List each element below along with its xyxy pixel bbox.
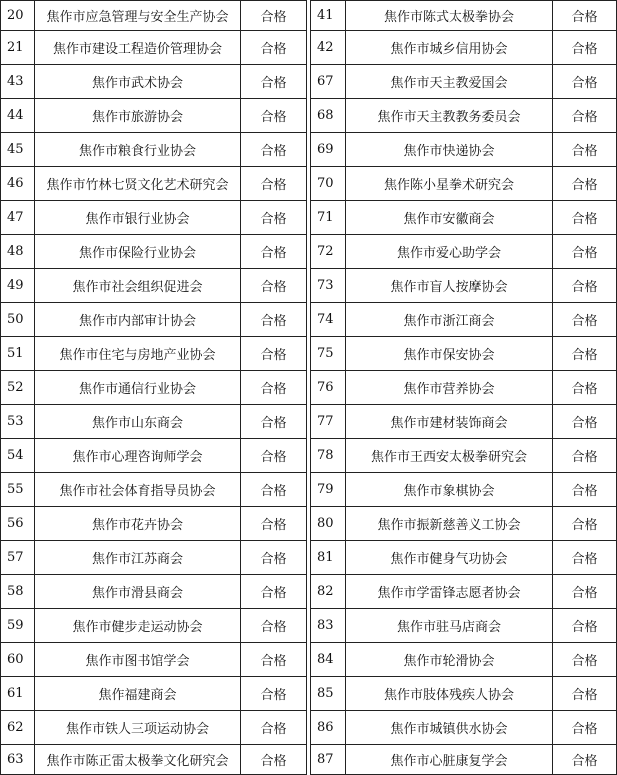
organization-name: 焦作市营养协会 <box>346 371 553 405</box>
organization-name: 焦作市肢体残疾人协会 <box>346 677 553 711</box>
organization-name: 焦作市振新慈善义工协会 <box>346 507 553 541</box>
organization-name: 焦作市城乡信用协会 <box>346 31 553 65</box>
row-number: 87 <box>311 745 346 775</box>
result-cell: 合格 <box>241 371 307 405</box>
result-cell: 合格 <box>553 473 617 507</box>
row-number: 67 <box>311 65 346 99</box>
row-number: 50 <box>1 303 35 337</box>
row-number: 55 <box>1 473 35 507</box>
table-row <box>1 1 617 31</box>
row-number: 42 <box>311 31 346 65</box>
organization-name: 焦作市竹林七贤文化艺术研究会 <box>35 167 241 201</box>
organization-name: 焦作市浙江商会 <box>346 303 553 337</box>
organization-name: 焦作市心理咨询师学会 <box>35 439 241 473</box>
result-cell: 合格 <box>553 371 617 405</box>
result-cell: 合格 <box>241 65 307 99</box>
result-cell: 合格 <box>241 643 307 677</box>
table-row <box>1 405 617 439</box>
table-row <box>1 439 617 473</box>
organization-name: 焦作市图书馆学会 <box>35 643 241 677</box>
result-cell: 合格 <box>241 405 307 439</box>
table-row <box>1 133 617 167</box>
row-number: 57 <box>1 541 35 575</box>
result-cell: 合格 <box>553 31 617 65</box>
result-cell: 合格 <box>553 405 617 439</box>
row-number: 46 <box>1 167 35 201</box>
table-row <box>1 575 617 609</box>
result-cell: 合格 <box>241 337 307 371</box>
row-number: 79 <box>311 473 346 507</box>
organization-name: 焦作市应急管理与安全生产协会 <box>35 1 241 31</box>
result-cell: 合格 <box>241 541 307 575</box>
organization-name: 焦作市轮滑协会 <box>346 643 553 677</box>
row-number: 48 <box>1 235 35 269</box>
result-cell: 合格 <box>553 711 617 745</box>
row-number: 61 <box>1 677 35 711</box>
row-number: 49 <box>1 269 35 303</box>
result-cell: 合格 <box>553 643 617 677</box>
table-body <box>1 1 617 775</box>
organization-name: 焦作市江苏商会 <box>35 541 241 575</box>
row-number: 80 <box>311 507 346 541</box>
organization-name: 焦作市社会体育指导员协会 <box>35 473 241 507</box>
result-cell: 合格 <box>241 507 307 541</box>
table-row <box>1 235 617 269</box>
row-number: 70 <box>311 167 346 201</box>
organization-name: 焦作市天主教教务委员会 <box>346 99 553 133</box>
organization-name: 焦作市学雷锋志愿者协会 <box>346 575 553 609</box>
organization-name: 焦作市安徽商会 <box>346 201 553 235</box>
organization-name: 焦作市象棋协会 <box>346 473 553 507</box>
organization-name: 焦作市粮食行业协会 <box>35 133 241 167</box>
result-cell: 合格 <box>241 201 307 235</box>
row-number: 62 <box>1 711 35 745</box>
row-number: 83 <box>311 609 346 643</box>
row-number: 41 <box>311 1 346 31</box>
row-number: 47 <box>1 201 35 235</box>
table-row <box>1 609 617 643</box>
row-number: 60 <box>1 643 35 677</box>
result-cell: 合格 <box>553 269 617 303</box>
result-cell: 合格 <box>553 167 617 201</box>
result-cell: 合格 <box>553 303 617 337</box>
row-number: 21 <box>1 31 35 65</box>
organization-name: 焦作市山东商会 <box>35 405 241 439</box>
result-cell: 合格 <box>553 541 617 575</box>
organization-name: 焦作市建材装饰商会 <box>346 405 553 439</box>
row-number: 58 <box>1 575 35 609</box>
row-number: 44 <box>1 99 35 133</box>
result-cell: 合格 <box>553 745 617 775</box>
result-cell: 合格 <box>241 745 307 775</box>
table-row <box>1 337 617 371</box>
row-number: 78 <box>311 439 346 473</box>
result-cell: 合格 <box>241 609 307 643</box>
result-cell: 合格 <box>553 133 617 167</box>
result-cell: 合格 <box>241 269 307 303</box>
row-number: 85 <box>311 677 346 711</box>
organization-name: 焦作市通信行业协会 <box>35 371 241 405</box>
organization-name: 焦作市旅游协会 <box>35 99 241 133</box>
result-cell: 合格 <box>241 303 307 337</box>
row-number: 51 <box>1 337 35 371</box>
organization-name: 焦作市内部审计协会 <box>35 303 241 337</box>
table-row <box>1 473 617 507</box>
organization-name: 焦作市银行业协会 <box>35 201 241 235</box>
row-number: 68 <box>311 99 346 133</box>
result-cell: 合格 <box>241 167 307 201</box>
table-row <box>1 303 617 337</box>
table-row <box>1 643 617 677</box>
row-number: 72 <box>311 235 346 269</box>
organization-name: 焦作市心脏康复学会 <box>346 745 553 775</box>
organization-name: 焦作市滑县商会 <box>35 575 241 609</box>
result-cell: 合格 <box>553 201 617 235</box>
organization-name: 焦作市盲人按摩协会 <box>346 269 553 303</box>
result-cell: 合格 <box>553 575 617 609</box>
organization-name: 焦作市花卉协会 <box>35 507 241 541</box>
row-number: 81 <box>311 541 346 575</box>
table-row <box>1 677 617 711</box>
organization-name: 焦作陈小星拳术研究会 <box>346 167 553 201</box>
result-cell: 合格 <box>553 507 617 541</box>
result-cell: 合格 <box>241 31 307 65</box>
table-row <box>1 541 617 575</box>
result-cell: 合格 <box>241 711 307 745</box>
organization-name: 焦作市陈正雷太极拳文化研究会 <box>35 745 241 775</box>
row-number: 52 <box>1 371 35 405</box>
result-cell: 合格 <box>553 65 617 99</box>
organization-name: 焦作市住宅与房地产业协会 <box>35 337 241 371</box>
table-row <box>1 99 617 133</box>
organization-name: 焦作市陈式太极拳协会 <box>346 1 553 31</box>
organization-name: 焦作市保险行业协会 <box>35 235 241 269</box>
organization-name: 焦作市建设工程造价管理协会 <box>35 31 241 65</box>
row-number: 56 <box>1 507 35 541</box>
table-row <box>1 201 617 235</box>
row-number: 84 <box>311 643 346 677</box>
row-number: 69 <box>311 133 346 167</box>
result-cell: 合格 <box>241 133 307 167</box>
row-number: 54 <box>1 439 35 473</box>
row-number: 63 <box>1 745 35 775</box>
organization-name: 焦作市快递协会 <box>346 133 553 167</box>
organization-name: 焦作市王西安太极拳研究会 <box>346 439 553 473</box>
row-number: 59 <box>1 609 35 643</box>
organization-name: 焦作市社会组织促进会 <box>35 269 241 303</box>
row-number: 76 <box>311 371 346 405</box>
row-number: 45 <box>1 133 35 167</box>
row-number: 53 <box>1 405 35 439</box>
row-number: 73 <box>311 269 346 303</box>
result-cell: 合格 <box>241 439 307 473</box>
table-row <box>1 31 617 65</box>
organization-name: 焦作市城镇供水协会 <box>346 711 553 745</box>
table-row <box>1 711 617 745</box>
result-cell: 合格 <box>241 677 307 711</box>
table-row <box>1 269 617 303</box>
result-cell: 合格 <box>553 99 617 133</box>
result-cell: 合格 <box>241 1 307 31</box>
row-number: 75 <box>311 337 346 371</box>
organization-name: 焦作市铁人三项运动协会 <box>35 711 241 745</box>
result-cell: 合格 <box>241 473 307 507</box>
result-cell: 合格 <box>553 337 617 371</box>
result-cell: 合格 <box>553 609 617 643</box>
result-cell: 合格 <box>241 575 307 609</box>
row-number: 82 <box>311 575 346 609</box>
row-number: 20 <box>1 1 35 31</box>
row-number: 74 <box>311 303 346 337</box>
result-cell: 合格 <box>553 677 617 711</box>
organization-name: 焦作市爱心助学会 <box>346 235 553 269</box>
table-row <box>1 371 617 405</box>
row-number: 77 <box>311 405 346 439</box>
table-row <box>1 65 617 99</box>
table-row <box>1 167 617 201</box>
organization-name: 焦作市驻马店商会 <box>346 609 553 643</box>
organization-name: 焦作福建商会 <box>35 677 241 711</box>
organization-name: 焦作市健步走运动协会 <box>35 609 241 643</box>
organization-name: 焦作市天主教爱国会 <box>346 65 553 99</box>
result-cell: 合格 <box>241 99 307 133</box>
organization-name: 焦作市健身气功协会 <box>346 541 553 575</box>
result-cell: 合格 <box>553 1 617 31</box>
table-row <box>1 507 617 541</box>
row-number: 43 <box>1 65 35 99</box>
row-number: 86 <box>311 711 346 745</box>
organization-name: 焦作市保安协会 <box>346 337 553 371</box>
organization-name: 焦作市武术协会 <box>35 65 241 99</box>
table-row <box>1 745 617 775</box>
result-cell: 合格 <box>241 235 307 269</box>
row-number: 71 <box>311 201 346 235</box>
result-cell: 合格 <box>553 439 617 473</box>
result-cell: 合格 <box>553 235 617 269</box>
